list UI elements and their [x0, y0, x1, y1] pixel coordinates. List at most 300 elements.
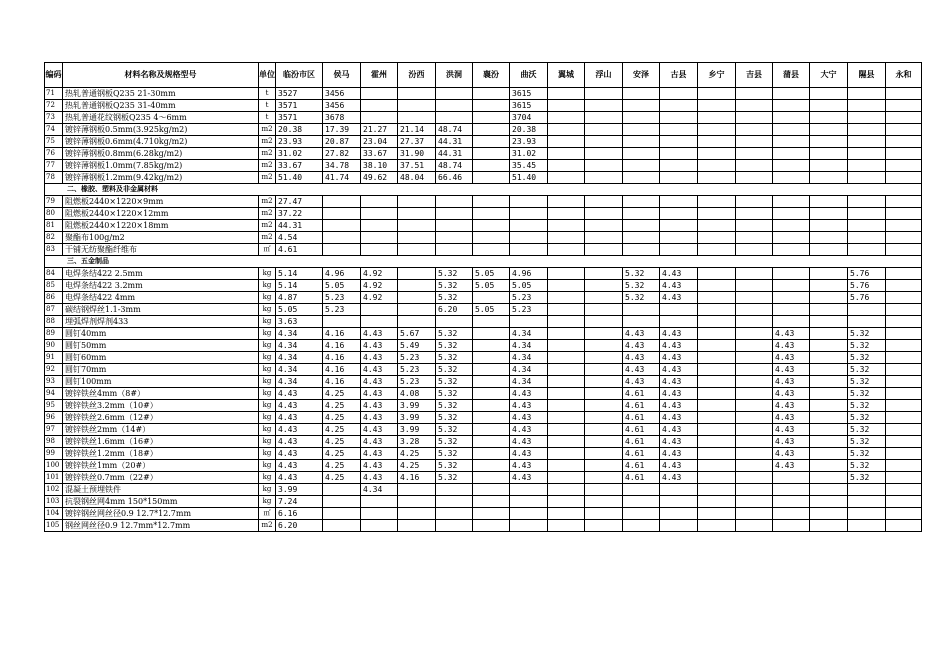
row-number: 74 — [45, 124, 63, 136]
price-cell: 4.34 — [510, 364, 548, 376]
price-cell: 5.32 — [436, 340, 473, 352]
price-cell — [736, 136, 773, 148]
price-cell — [736, 328, 773, 340]
price-cell — [623, 244, 660, 256]
price-cell — [623, 112, 660, 124]
price-cell — [886, 160, 922, 172]
price-cell — [773, 484, 810, 496]
header-region: 永和 — [886, 63, 922, 88]
price-cell: 4.16 — [323, 364, 361, 376]
price-cell — [548, 280, 585, 292]
price-cell: 5.32 — [623, 268, 660, 280]
unit-cell: kg — [259, 292, 276, 304]
price-cell — [548, 412, 585, 424]
price-cell: 17.39 — [323, 124, 361, 136]
price-cell — [773, 220, 810, 232]
price-cell: 4.43 — [660, 436, 698, 448]
price-cell — [398, 280, 436, 292]
price-cell — [436, 112, 473, 124]
price-cell — [848, 196, 886, 208]
price-cell — [848, 88, 886, 100]
price-cell — [473, 160, 510, 172]
price-cell — [585, 496, 623, 508]
price-cell: 20.38 — [510, 124, 548, 136]
price-cell — [548, 208, 585, 220]
row-number: 90 — [45, 340, 63, 352]
price-cell — [473, 208, 510, 220]
price-cell — [473, 484, 510, 496]
price-cell: 3.99 — [276, 484, 323, 496]
price-cell — [473, 448, 510, 460]
price-cell — [886, 472, 922, 484]
price-cell — [773, 124, 810, 136]
material-name: 镀锌铁丝4mm（8#） — [63, 388, 259, 400]
price-cell — [736, 520, 773, 532]
header-region: 襄汾 — [473, 63, 510, 88]
price-cell — [398, 508, 436, 520]
price-cell — [548, 124, 585, 136]
price-cell — [436, 316, 473, 328]
table-row — [45, 304, 922, 316]
price-cell: 4.43 — [361, 472, 398, 484]
price-cell — [736, 352, 773, 364]
price-cell — [810, 268, 848, 280]
price-cell — [886, 352, 922, 364]
material-name: 电焊条结422 3.2mm — [63, 280, 259, 292]
price-cell — [848, 508, 886, 520]
price-cell: 4.16 — [323, 376, 361, 388]
price-cell — [510, 484, 548, 496]
price-cell — [548, 196, 585, 208]
row-number: 73 — [45, 112, 63, 124]
price-cell — [548, 244, 585, 256]
price-cell — [773, 496, 810, 508]
price-cell: 5.23 — [323, 292, 361, 304]
price-cell — [773, 112, 810, 124]
price-cell: 4.43 — [773, 448, 810, 460]
price-cell — [436, 232, 473, 244]
table-row — [45, 400, 922, 412]
header-region: 吉县 — [736, 63, 773, 88]
price-cell: 5.14 — [276, 268, 323, 280]
table-row — [45, 424, 922, 436]
price-cell — [585, 340, 623, 352]
price-cell — [585, 280, 623, 292]
price-cell — [773, 244, 810, 256]
price-cell — [736, 208, 773, 220]
price-cell — [510, 316, 548, 328]
price-cell: 4.43 — [510, 436, 548, 448]
price-cell — [436, 88, 473, 100]
price-cell — [548, 160, 585, 172]
price-cell — [473, 508, 510, 520]
material-name: 镀锌钢丝网丝径0.9 12.7*12.7mm — [63, 508, 259, 520]
price-cell — [585, 508, 623, 520]
price-cell — [323, 244, 361, 256]
price-cell — [698, 316, 736, 328]
price-cell: 4.43 — [660, 352, 698, 364]
price-cell — [886, 268, 922, 280]
price-cell — [361, 112, 398, 124]
price-cell — [660, 124, 698, 136]
row-number: 84 — [45, 268, 63, 280]
row-number: 96 — [45, 412, 63, 424]
unit-cell: m2 — [259, 196, 276, 208]
price-cell — [548, 388, 585, 400]
price-cell: 4.43 — [361, 340, 398, 352]
price-cell: 4.43 — [773, 388, 810, 400]
price-cell: 5.23 — [398, 352, 436, 364]
price-cell — [886, 136, 922, 148]
price-cell: 5.05 — [510, 280, 548, 292]
price-cell: 5.23 — [398, 364, 436, 376]
price-cell: 4.43 — [660, 328, 698, 340]
price-cell — [736, 100, 773, 112]
price-cell — [398, 232, 436, 244]
price-cell — [736, 244, 773, 256]
row-number: 95 — [45, 400, 63, 412]
row-number: 97 — [45, 424, 63, 436]
unit-cell: m2 — [259, 172, 276, 184]
price-cell — [736, 196, 773, 208]
price-cell — [848, 520, 886, 532]
price-cell: 48.04 — [398, 172, 436, 184]
price-cell — [810, 196, 848, 208]
price-cell — [698, 400, 736, 412]
unit-cell: m2 — [259, 232, 276, 244]
unit-cell: kg — [259, 364, 276, 376]
price-cell: 4.61 — [623, 436, 660, 448]
price-cell — [698, 196, 736, 208]
price-cell: 4.43 — [660, 472, 698, 484]
price-cell: 4.25 — [323, 412, 361, 424]
price-cell — [810, 244, 848, 256]
price-cell: 5.05 — [276, 304, 323, 316]
table-row — [45, 388, 922, 400]
price-cell — [510, 508, 548, 520]
price-cell — [886, 148, 922, 160]
price-cell — [548, 376, 585, 388]
unit-cell: m2 — [259, 148, 276, 160]
price-cell — [398, 112, 436, 124]
price-cell — [473, 112, 510, 124]
price-cell: 21.27 — [361, 124, 398, 136]
price-cell: 4.43 — [361, 364, 398, 376]
price-cell — [698, 112, 736, 124]
price-cell: 4.43 — [660, 460, 698, 472]
price-cell: 5.32 — [848, 340, 886, 352]
material-name: 镀锌铁丝3.2mm（10#） — [63, 400, 259, 412]
price-cell: 5.32 — [623, 292, 660, 304]
header-region: 翼城 — [548, 63, 585, 88]
price-cell — [323, 496, 361, 508]
unit-cell: kg — [259, 352, 276, 364]
price-cell — [623, 304, 660, 316]
unit-cell: t — [259, 88, 276, 100]
price-cell — [585, 436, 623, 448]
material-name: 阻燃板2440×1220×9mm — [63, 196, 259, 208]
price-cell: 4.34 — [510, 376, 548, 388]
price-cell — [736, 496, 773, 508]
price-cell — [473, 136, 510, 148]
row-number: 103 — [45, 496, 63, 508]
price-cell: 4.16 — [323, 328, 361, 340]
price-cell — [773, 100, 810, 112]
price-cell — [623, 508, 660, 520]
price-cell: 4.43 — [510, 424, 548, 436]
price-cell: 4.25 — [398, 460, 436, 472]
price-cell — [886, 460, 922, 472]
price-cell: 4.16 — [323, 352, 361, 364]
price-cell — [736, 268, 773, 280]
price-cell — [736, 412, 773, 424]
price-cell: 3456 — [323, 100, 361, 112]
price-cell — [810, 412, 848, 424]
price-cell: 4.34 — [276, 364, 323, 376]
price-cell: 34.78 — [323, 160, 361, 172]
price-cell — [773, 280, 810, 292]
table-row — [45, 112, 922, 124]
price-cell — [510, 220, 548, 232]
price-cell — [361, 232, 398, 244]
price-cell — [810, 376, 848, 388]
price-cell — [585, 364, 623, 376]
price-cell — [548, 328, 585, 340]
price-cell: 4.34 — [510, 352, 548, 364]
price-cell: 5.32 — [436, 412, 473, 424]
price-cell — [736, 484, 773, 496]
unit-cell: kg — [259, 460, 276, 472]
price-cell — [660, 496, 698, 508]
price-cell — [623, 196, 660, 208]
material-name: 镀锌薄钢板1.0mm(7.85kg/m2) — [63, 160, 259, 172]
price-cell — [810, 520, 848, 532]
material-name: 镀锌铁丝1.2mm（18#） — [63, 448, 259, 460]
table-row — [45, 124, 922, 136]
material-name: 抗裂钢丝网4mm 150*150mm — [63, 496, 259, 508]
price-cell — [585, 172, 623, 184]
price-cell: 27.37 — [398, 136, 436, 148]
price-cell — [473, 124, 510, 136]
price-cell: 5.32 — [623, 280, 660, 292]
price-cell — [323, 508, 361, 520]
price-cell — [398, 496, 436, 508]
price-cell: 4.25 — [398, 448, 436, 460]
material-name: 热轧普通花纹钢板Q235 4～6mm — [63, 112, 259, 124]
row-number: 81 — [45, 220, 63, 232]
price-cell: 4.25 — [323, 436, 361, 448]
price-cell — [660, 88, 698, 100]
price-cell: 20.87 — [323, 136, 361, 148]
row-number: 99 — [45, 448, 63, 460]
price-cell: 31.90 — [398, 148, 436, 160]
price-cell — [848, 304, 886, 316]
price-cell: 33.67 — [361, 148, 398, 160]
price-cell: 4.43 — [773, 364, 810, 376]
price-cell: 5.32 — [848, 364, 886, 376]
price-cell: 5.32 — [848, 448, 886, 460]
unit-cell: m2 — [259, 220, 276, 232]
price-cell — [698, 472, 736, 484]
price-cell — [736, 316, 773, 328]
price-cell — [548, 172, 585, 184]
material-name: 圆钉40mm — [63, 328, 259, 340]
price-cell — [886, 376, 922, 388]
price-cell — [585, 196, 623, 208]
price-cell: 4.43 — [660, 400, 698, 412]
table-row — [45, 484, 922, 496]
price-cell — [886, 196, 922, 208]
price-cell: 4.08 — [398, 388, 436, 400]
price-cell: 4.43 — [773, 412, 810, 424]
price-cell — [548, 148, 585, 160]
price-cell — [436, 484, 473, 496]
unit-cell: kg — [259, 424, 276, 436]
price-cell — [848, 136, 886, 148]
header-region: 洪洞 — [436, 63, 473, 88]
price-cell — [660, 172, 698, 184]
price-cell: 4.43 — [361, 424, 398, 436]
price-cell — [736, 376, 773, 388]
row-number: 85 — [45, 280, 63, 292]
price-cell — [660, 520, 698, 532]
table-row — [45, 472, 922, 484]
table-row — [45, 520, 922, 532]
price-cell — [660, 220, 698, 232]
price-cell — [736, 448, 773, 460]
unit-cell: kg — [259, 340, 276, 352]
price-cell: 44.31 — [436, 148, 473, 160]
table-row — [45, 244, 922, 256]
price-cell — [698, 232, 736, 244]
price-cell — [773, 208, 810, 220]
price-cell — [736, 364, 773, 376]
unit-cell: kg — [259, 472, 276, 484]
price-cell: 4.43 — [660, 376, 698, 388]
table-row — [45, 208, 922, 220]
price-cell: 4.25 — [323, 460, 361, 472]
material-name: 碳结钢焊丝1.1-3mm — [63, 304, 259, 316]
price-cell: 5.23 — [398, 376, 436, 388]
price-cell: 5.05 — [473, 304, 510, 316]
price-cell: 3615 — [510, 100, 548, 112]
price-cell — [585, 484, 623, 496]
price-cell — [736, 280, 773, 292]
price-cell: 4.34 — [276, 328, 323, 340]
price-cell — [886, 88, 922, 100]
price-cell: 4.43 — [773, 436, 810, 448]
price-cell: 5.32 — [436, 280, 473, 292]
material-name: 钢丝网丝径0.9 12.7mm*12.7mm — [63, 520, 259, 532]
price-cell — [773, 148, 810, 160]
price-cell — [698, 364, 736, 376]
price-cell: 4.43 — [361, 460, 398, 472]
price-cell — [548, 220, 585, 232]
material-name: 混凝土预埋铁件 — [63, 484, 259, 496]
price-cell — [398, 268, 436, 280]
price-cell: 4.34 — [276, 376, 323, 388]
price-cell — [323, 196, 361, 208]
price-cell: 4.43 — [660, 364, 698, 376]
price-cell — [810, 208, 848, 220]
unit-cell: kg — [259, 316, 276, 328]
price-cell — [585, 412, 623, 424]
price-cell: 3.99 — [398, 412, 436, 424]
price-cell — [548, 316, 585, 328]
material-name: 镀锌薄钢板0.6mm(4.710kg/m2) — [63, 136, 259, 148]
price-cell — [848, 232, 886, 244]
price-cell — [436, 100, 473, 112]
price-cell — [473, 376, 510, 388]
material-name: 热轧普通钢板Q235 21-30mm — [63, 88, 259, 100]
header-region: 临汾市区 — [276, 63, 323, 88]
price-cell — [585, 160, 623, 172]
price-cell — [773, 196, 810, 208]
price-cell: 4.43 — [660, 388, 698, 400]
price-cell — [698, 292, 736, 304]
price-cell: 4.43 — [361, 412, 398, 424]
row-number: 89 — [45, 328, 63, 340]
price-cell — [436, 196, 473, 208]
price-cell — [473, 472, 510, 484]
price-cell — [736, 436, 773, 448]
price-cell: 5.76 — [848, 280, 886, 292]
price-cell — [773, 136, 810, 148]
price-cell: 4.43 — [623, 364, 660, 376]
price-cell: 4.43 — [361, 376, 398, 388]
unit-cell: kg — [259, 448, 276, 460]
price-cell — [473, 388, 510, 400]
table-row — [45, 196, 922, 208]
price-cell — [810, 160, 848, 172]
price-cell — [473, 172, 510, 184]
price-cell: 35.45 — [510, 160, 548, 172]
price-cell — [848, 244, 886, 256]
material-name: 镀锌铁丝0.7mm（22#） — [63, 472, 259, 484]
price-cell: 4.43 — [510, 448, 548, 460]
price-cell — [585, 316, 623, 328]
price-cell — [548, 268, 585, 280]
price-cell — [623, 484, 660, 496]
unit-cell: m2 — [259, 160, 276, 172]
price-cell — [585, 352, 623, 364]
price-cell — [548, 136, 585, 148]
price-cell — [698, 436, 736, 448]
price-cell — [436, 244, 473, 256]
price-cell — [473, 400, 510, 412]
material-name: 镀锌铁丝2mm（14#） — [63, 424, 259, 436]
price-cell — [736, 124, 773, 136]
price-cell — [736, 292, 773, 304]
price-cell — [810, 496, 848, 508]
price-cell — [886, 100, 922, 112]
price-cell: 3704 — [510, 112, 548, 124]
price-cell — [736, 340, 773, 352]
price-cell: 5.32 — [436, 472, 473, 484]
price-cell: 5.32 — [436, 388, 473, 400]
price-cell: 4.92 — [361, 280, 398, 292]
price-cell: 5.32 — [436, 268, 473, 280]
price-cell — [398, 316, 436, 328]
price-cell — [510, 496, 548, 508]
row-number: 72 — [45, 100, 63, 112]
price-cell — [436, 496, 473, 508]
price-cell: 4.34 — [510, 340, 548, 352]
price-cell — [848, 496, 886, 508]
price-cell: 4.16 — [323, 340, 361, 352]
price-cell: 66.46 — [436, 172, 473, 184]
price-cell — [698, 136, 736, 148]
